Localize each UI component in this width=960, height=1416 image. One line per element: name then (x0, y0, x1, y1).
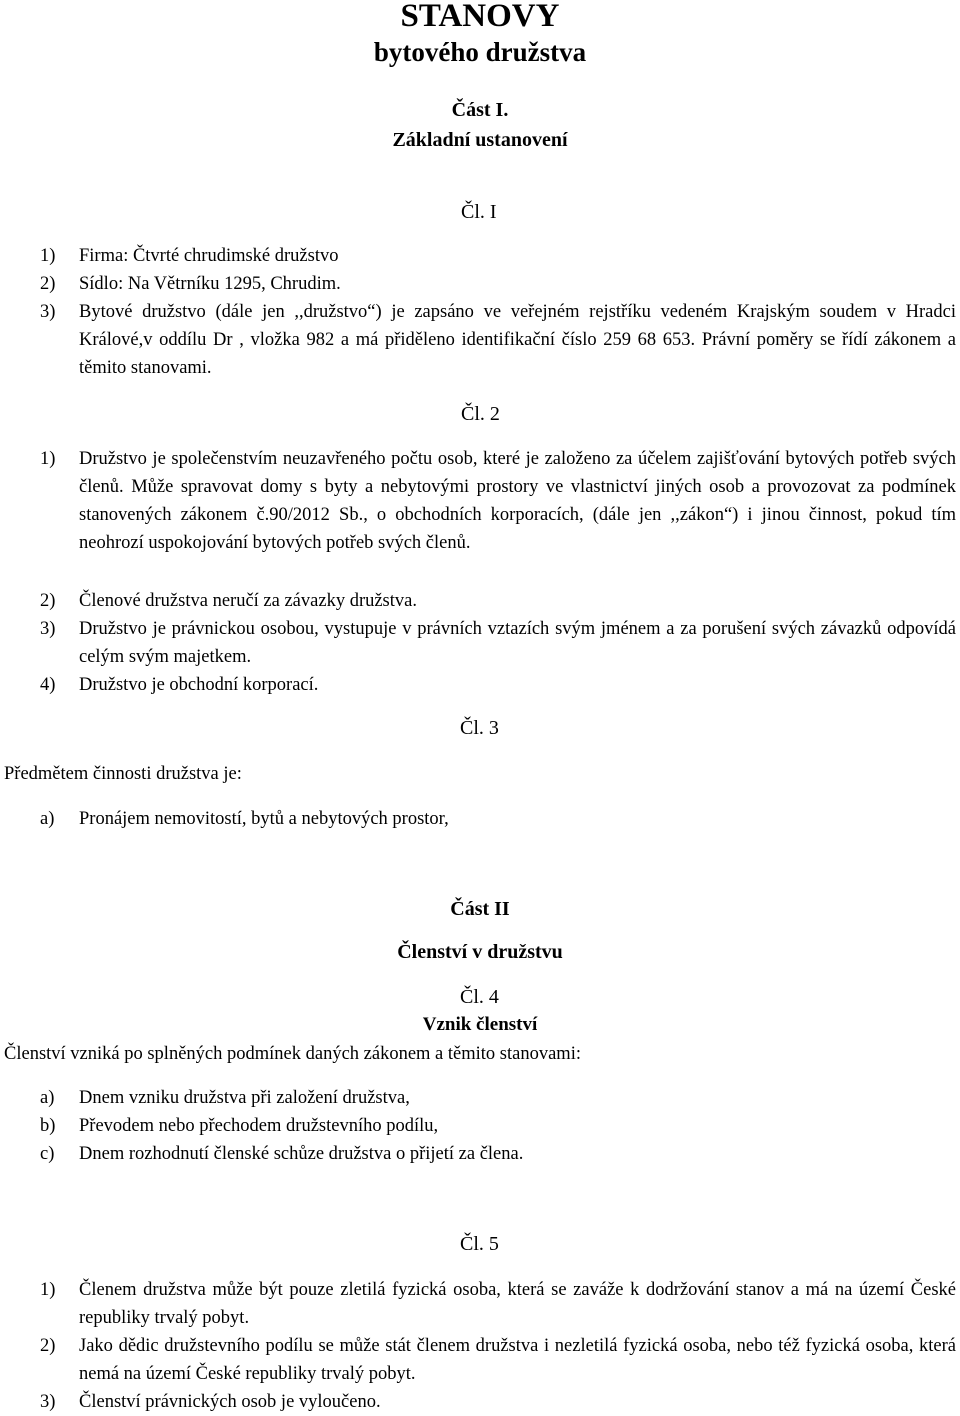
item-number: 1) (40, 246, 56, 266)
article-5-item-2 (40, 1332, 956, 1388)
item-text: Členem družstva může být pouze zletilá fyzická osoba, která se zaváže k dodržování stanov a má na území České republiky trvalý pobyt. (79, 1280, 956, 1328)
article-4-item-b (40, 1112, 956, 1140)
item-letter: b) (40, 1116, 56, 1136)
article-4-intro: Členství vzniká po splněných podmínek daných zákonem a těmito stanovami: (4, 1044, 581, 1064)
item-letter: a) (40, 809, 55, 829)
article-4-item-a (40, 1084, 956, 1112)
document-title: STANOVY (400, 0, 560, 34)
part-2-heading: Členství v družstvu (397, 941, 563, 963)
item-number: 3) (40, 1392, 56, 1412)
item-number: 3) (40, 619, 56, 639)
article-2-item-1 (40, 445, 956, 557)
article-5-label: Čl. 5 (460, 1233, 499, 1255)
item-text: Jako dědic družstevního podílu se může stát členem družstva i nezletilá fyzická osoba, nebo též fyzická osoba, která nemá na území České republiky trvalý pobyt. (79, 1336, 956, 1384)
item-text: Družstvo je obchodní korporací. (79, 675, 319, 695)
article-3-label: Čl. 3 (460, 717, 499, 739)
item-text: Firma: Čtvrté chrudimské družstvo (79, 246, 339, 266)
part-2-label: Část II (450, 898, 510, 920)
item-text: Pronájem nemovitostí, bytů a nebytových prostor, (79, 809, 449, 829)
item-number: 2) (40, 1336, 56, 1356)
article-5-item-1 (40, 1276, 956, 1332)
item-text: Členství právnických osob je vyloučeno. (79, 1392, 381, 1412)
article-1-item-2 (40, 270, 956, 298)
item-number: 4) (40, 675, 56, 695)
article-1-item-3 (40, 298, 956, 382)
item-text: Družstvo je právnickou osobou, vystupuje v právních vztazích svým jménem a za porušení svých závazků odpovídá celým svým majetkem. (79, 619, 956, 667)
item-number: 1) (40, 449, 56, 469)
item-text: Dnem vzniku družstva při založení družstva, (79, 1088, 410, 1108)
item-text: Bytové družstvo (dále jen ,,družstvo“) je zapsáno ve veřejném rejstříku vedeném Krajským soudem v Hradci Králové,v oddílu Dr , vložka 982 a má přiděleno identifikační číslo 259 68 653. Právní poměry se řídí zákonem a těmito stanovami. (79, 302, 956, 378)
item-text: Převodem nebo přechodem družstevního podílu, (79, 1116, 439, 1136)
article-4-label: Čl. 4 (460, 986, 499, 1008)
article-4-item-c (40, 1140, 956, 1168)
item-text: Členové družstva neručí za závazky družstva. (79, 591, 417, 611)
document-subtitle: bytového družstva (373, 37, 587, 67)
article-2-label: Čl. 2 (461, 403, 500, 425)
article-3-item-a (40, 805, 956, 833)
item-number: 3) (40, 302, 56, 322)
item-letter: c) (40, 1144, 55, 1164)
item-number: 2) (40, 591, 56, 611)
article-1-label: Čl. I (461, 201, 497, 223)
article-2-item-3 (40, 615, 956, 671)
item-text: Družstvo je společenstvím neuzavřeného počtu osob, které je založeno za účelem zajišťování bytových potřeb svých členů. Může spravovat domy s byty a nebytovými prostory ve vlastnictví jiných osob a provozovat za podmínek stanovených zákonem č.90/2012 Sb., o obchodních korporacích, (dále jen ,,zákon“) i jinou činnost, pokud tím neohrozí uspokojování bytových potřeb svých členů. (79, 449, 956, 553)
article-5-item-3 (40, 1388, 956, 1416)
item-text: Dnem rozhodnutí členské schůze družstva o přijetí za člena. (79, 1144, 524, 1164)
item-letter: a) (40, 1088, 55, 1108)
item-number: 2) (40, 274, 56, 294)
article-2-item-2 (40, 587, 956, 615)
article-2-item-4 (40, 671, 956, 699)
article-4-heading: Vznik členství (422, 1014, 538, 1035)
item-number: 1) (40, 1280, 56, 1300)
part-1-label: Část I. (451, 99, 509, 121)
article-1-item-1 (40, 242, 956, 270)
article-3-intro: Předmětem činnosti družstva je: (4, 764, 242, 784)
item-text: Sídlo: Na Větrníku 1295, Chrudim. (79, 274, 341, 294)
part-1-heading: Základní ustanovení (392, 129, 568, 151)
